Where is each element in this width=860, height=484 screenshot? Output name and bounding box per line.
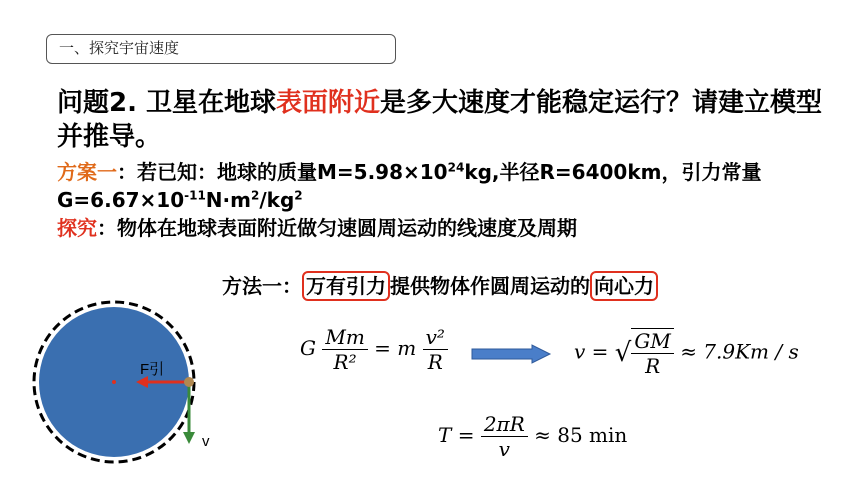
plan-line: [57, 158, 837, 214]
satellite-dot: [184, 377, 194, 387]
formula1-G: G: [300, 336, 316, 360]
method-boxed-gravity: 万有引力: [302, 271, 390, 301]
formula1-rden: R: [427, 350, 443, 374]
formula2-result: ≈ 7.9Km / s: [680, 339, 799, 364]
formula2-v: v =: [574, 339, 609, 364]
orbit-diagram: [26, 300, 226, 480]
velocity-label: v: [202, 433, 210, 450]
section-title-box: [46, 34, 396, 64]
plan-text-1: ：若已知：地球的质量M=5.98×10: [117, 160, 448, 184]
formula1-num: Mm: [322, 325, 367, 350]
formula-velocity: [574, 328, 799, 378]
explore-label: 探究: [57, 216, 97, 240]
plan-block: [57, 158, 837, 242]
plan-exp-m: 2: [250, 188, 260, 203]
method-boxed-centripetal: 向心力: [590, 271, 658, 301]
plan-label: 方案一: [57, 160, 117, 184]
force-label: F引: [140, 361, 165, 378]
earth-center-dot: [112, 380, 116, 384]
question-text: [57, 86, 837, 154]
question-highlight: 表面附近: [276, 88, 381, 118]
plan-text-4: /kg: [259, 188, 295, 212]
formula2-num: GM: [631, 329, 673, 354]
formula-gravity-centripetal: [300, 325, 448, 374]
method-prefix: 方法一：: [222, 274, 302, 298]
formula1-frac-right: [423, 325, 448, 374]
plan-exp-g: -11: [184, 188, 206, 203]
question-prefix: 问题2. 卫星在地球: [57, 88, 277, 118]
formula3-result: ≈ 85 min: [534, 423, 628, 447]
formula1-frac-left: [322, 325, 367, 374]
formula1-rnum: v²: [423, 325, 448, 350]
section-title: 一、探究宇宙速度: [59, 39, 180, 57]
sqrt-sign: √: [614, 338, 632, 368]
formula3-T: T =: [438, 423, 475, 447]
formula3-den: v: [498, 437, 510, 461]
formula-period: [438, 412, 627, 461]
plan-exp-mass: 24: [447, 160, 465, 175]
plan-text-2: kg,半径R=6400km，引力常量G=6.67×10: [57, 160, 762, 212]
formula1-eq: = m: [374, 336, 417, 360]
question-suffix: 是多大速度才能稳定运行？请建立模型并推导。: [57, 88, 823, 152]
plan-text-3: N·m: [205, 188, 251, 212]
explore-text: ：物体在地球表面附近做匀速圆周运动的线速度及周期: [97, 216, 577, 240]
explore-line: [57, 214, 837, 242]
formula1-den: R²: [333, 350, 357, 374]
method-line: [222, 270, 658, 302]
method-middle: 提供物体作圆周运动的: [390, 274, 590, 298]
formula3-frac: [481, 412, 528, 461]
formula2-den: R: [645, 354, 661, 378]
velocity-arrow-head: [183, 432, 195, 444]
implication-arrow: [470, 344, 552, 364]
formula2-frac: [631, 328, 673, 378]
plan-exp-kg: 2: [294, 188, 303, 203]
formula3-num: 2πR: [481, 412, 528, 437]
